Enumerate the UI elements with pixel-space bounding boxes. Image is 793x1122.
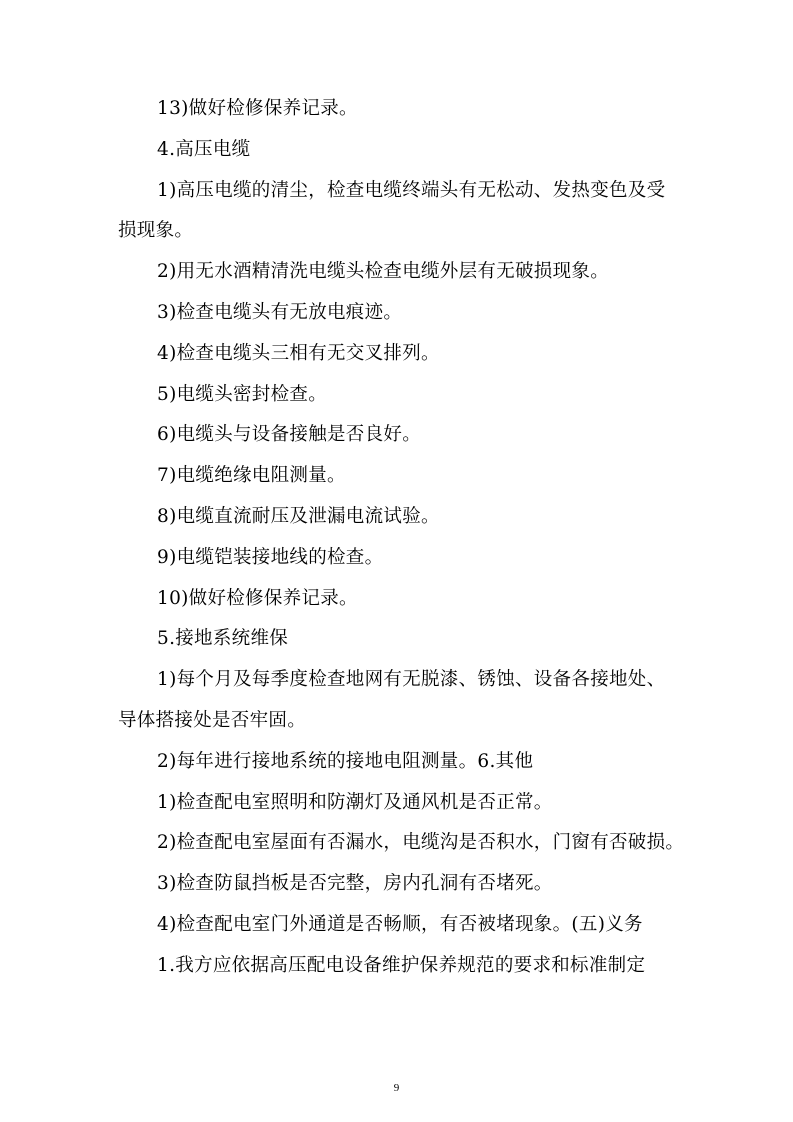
- text-line: 1)每个月及每季度检查地网有无脱漆、锈蚀、设备各接地处、: [157, 669, 666, 691]
- text-line: 5)电缆头密封检查。: [157, 383, 327, 405]
- text-line: 2)用无水酒精清洗电缆头检查电缆外层有无破损现象。: [157, 261, 609, 283]
- text-line: 13)做好检修保养记录。: [157, 98, 358, 119]
- text-line: 9)电缆铠装接地线的检查。: [157, 546, 384, 568]
- text-line: 4)检查配电室门外通道是否畅顺，有否被堵现象。(五)义务: [157, 913, 643, 935]
- text-line: 2)每年进行接地系统的接地电阻测量。6.其他: [157, 750, 534, 772]
- text-line: 7)电缆绝缘电阻测量。: [157, 465, 346, 487]
- text-line: 8)电缆直流耐压及泄漏电流试验。: [157, 505, 440, 527]
- text-line: 1.我方应依据高压配电设备维护保养规范的要求和标准制定: [157, 954, 646, 976]
- text-line-continuation: 损现象。: [118, 220, 194, 242]
- text-line: 3)检查电缆头有无放电痕迹。: [157, 301, 403, 323]
- section-heading: 5.接地系统维保: [157, 628, 289, 650]
- text-line: 2)检查配电室屋面有否漏水，电缆沟是否积水，门窗有否破损。: [157, 832, 685, 854]
- document-body: [118, 89, 685, 987]
- text-line: 1)检查配电室照明和防潮灯及通风机是否正常。: [157, 791, 553, 813]
- text-line: 1)高压电缆的清尘，检查电缆终端头有无松动、发热变色及受: [157, 179, 666, 201]
- text-line: 3)检查防鼠挡板是否完整，房内孔洞有否堵死。: [157, 873, 553, 895]
- page-number: 9: [393, 1082, 400, 1094]
- text-line: 6)电缆头与设备接触是否良好。: [157, 424, 421, 446]
- section-heading: 4.高压电缆: [157, 138, 251, 160]
- text-line: 10)做好检修保养记录。: [157, 587, 358, 609]
- text-line: 4)检查电缆头三相有无交叉排列。: [157, 342, 440, 364]
- text-line-continuation: 导体搭接处是否牢固。: [118, 709, 307, 731]
